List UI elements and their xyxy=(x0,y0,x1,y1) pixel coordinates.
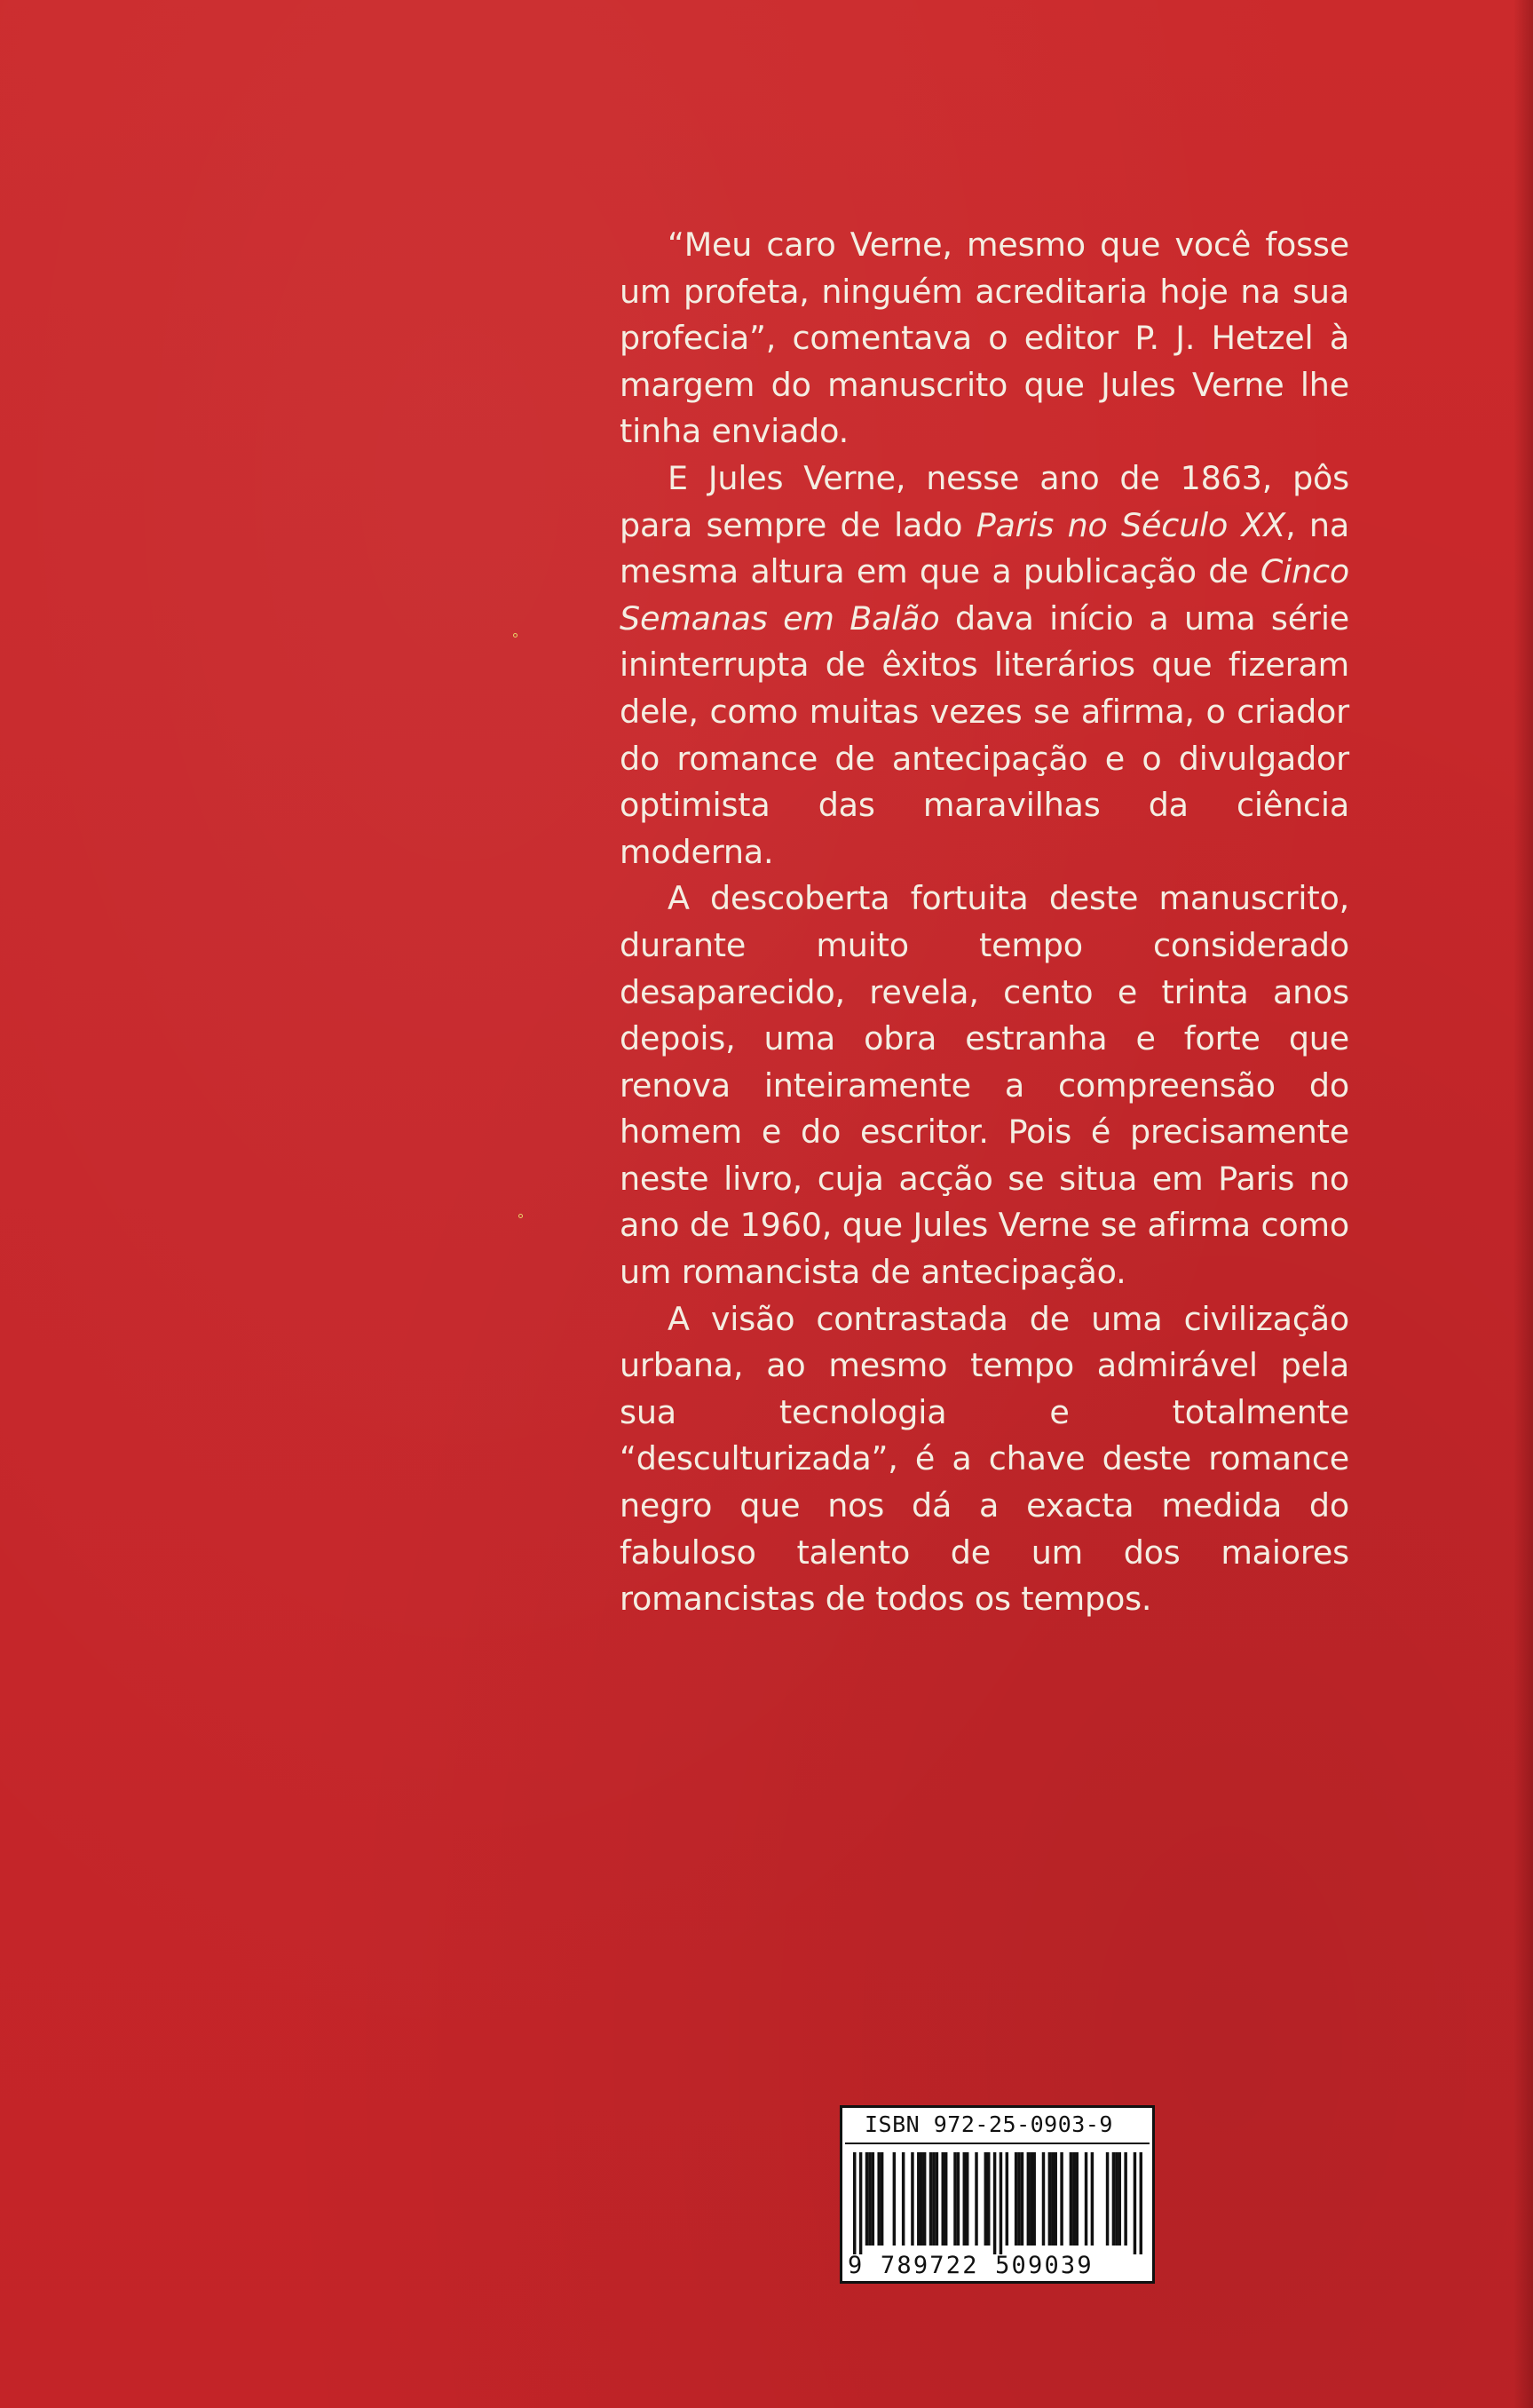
isbn-label: ISBN 972-25-0903-9 xyxy=(865,2111,1113,2137)
barcode-bar xyxy=(932,2152,935,2246)
barcode-bar xyxy=(1060,2152,1063,2246)
barcode-bar xyxy=(917,2152,920,2246)
barcode-bar xyxy=(877,2152,880,2246)
barcode-bar xyxy=(1051,2152,1054,2246)
barcode-bar xyxy=(984,2152,987,2246)
barcode-bar xyxy=(920,2152,922,2246)
barcode-bar xyxy=(1085,2152,1087,2246)
barcode-bars xyxy=(853,2152,1142,2254)
isbn-barcode xyxy=(840,2105,1155,2284)
barcode-bar xyxy=(868,2152,871,2246)
barcode-bar xyxy=(929,2152,932,2246)
blurb-p2-text-e: dava início a uma série ininterrupta de êxitos literários que fizeram dele, como muitas vezes se afirma, o criador do romance de antecipação e o divulgador optimista das maravilhas da ciência moderna. xyxy=(620,598,1350,871)
barcode-bar xyxy=(1134,2152,1136,2254)
barcode-bar xyxy=(942,2152,944,2246)
book-title-italic: Paris no Século XX xyxy=(976,505,1286,544)
barcode-bar xyxy=(1106,2152,1109,2246)
barcode-bar xyxy=(893,2152,896,2246)
barcode-bar xyxy=(853,2152,856,2254)
barcode-bar xyxy=(1006,2152,1008,2246)
barcode-bar xyxy=(1048,2152,1051,2246)
barcode-bar xyxy=(1112,2152,1115,2246)
blurb-paragraph-1: “Meu caro Verne, mesmo que você fosse um profeta, ninguém acreditaria hoje na sua profecia”, comentava o editor P. J. Hetzel à margem do manuscrito que Jules Verne lhe tinha enviado. xyxy=(620,226,1349,451)
barcode-bar xyxy=(944,2152,947,2246)
barcode-bar xyxy=(953,2152,956,2246)
barcode-bar xyxy=(1072,2152,1075,2246)
isbn-divider xyxy=(845,2143,1150,2144)
barcode-bar xyxy=(911,2152,913,2246)
blurb-text xyxy=(620,222,1349,1623)
barcode-bar xyxy=(1015,2152,1017,2246)
barcode-bar xyxy=(1000,2152,1002,2254)
barcode-digits: 9 789722 509039 xyxy=(848,2252,1094,2279)
speck xyxy=(518,1214,523,1218)
blurb-paragraph-3: A descoberta fortuita deste manuscrito, durante muito tempo considerado desaparecido, revela, cento e trinta anos depois, uma obra estranha e forte que renova inteiramente a compreensão do homem e do escritor. Pois é precisamente neste livro, cuja acção se situa em Paris no ano de 1960, que Jules Verne se afirma como um romancista de antecipação. xyxy=(620,879,1349,1292)
blurb-p2-text-a: E Jules Verne, nesse ano de 1863, pôs para sempre de lado xyxy=(620,458,1349,544)
barcode-bar xyxy=(1115,2152,1118,2246)
barcode-bar xyxy=(1118,2152,1121,2246)
barcode-bar xyxy=(1091,2152,1094,2246)
barcode-bar xyxy=(1054,2152,1056,2246)
barcode-bar xyxy=(963,2152,966,2246)
barcode-bar xyxy=(993,2152,996,2254)
barcode-bar xyxy=(902,2152,905,2246)
barcode-bar xyxy=(1070,2152,1072,2246)
barcode-bar xyxy=(966,2152,968,2246)
barcode-bar xyxy=(1140,2152,1142,2254)
barcode-bar xyxy=(975,2152,977,2246)
barcode-bar xyxy=(1027,2152,1030,2246)
barcode-bar xyxy=(936,2152,938,2246)
barcode-bar xyxy=(1076,2152,1079,2246)
cover-edge-shadow xyxy=(1513,0,1533,2408)
barcode-bar xyxy=(1042,2152,1045,2246)
barcode-bar xyxy=(923,2152,926,2246)
barcode-bar xyxy=(859,2152,862,2254)
speck xyxy=(513,633,518,638)
barcode-bar xyxy=(1017,2152,1020,2246)
barcode-bar xyxy=(1030,2152,1032,2246)
barcode-bar xyxy=(865,2152,868,2246)
blurb-paragraph-4: A visão contrastada de uma civilização urbana, ao mesmo tempo admirável pela sua tecnologia e totalmente “desculturizada”, é a chave deste romance negro que nos dá a exacta medida do fabuloso talento de um dos maiores romancistas de todos os tempos. xyxy=(620,1299,1349,1619)
blurb-p2-text-c: , na mesma altura em que a publicação de xyxy=(620,505,1349,591)
barcode-bar xyxy=(1021,2152,1023,2246)
barcode-bar xyxy=(1124,2152,1126,2246)
blurb-paragraph-2 xyxy=(620,455,1349,875)
barcode-bar xyxy=(1032,2152,1035,2246)
other-book-title-italic: Cinco Semanas em Balão xyxy=(620,552,1349,638)
barcode-bar xyxy=(881,2152,883,2246)
barcode-bar xyxy=(872,2152,874,2246)
barcode-bar xyxy=(987,2152,990,2246)
barcode-bar xyxy=(957,2152,960,2246)
